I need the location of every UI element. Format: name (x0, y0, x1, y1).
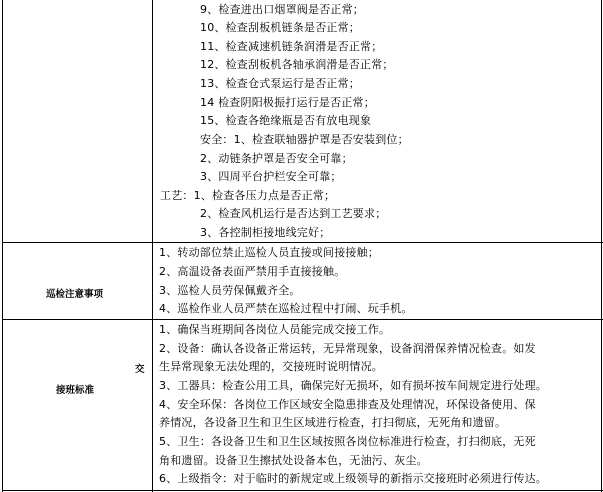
check-item: 15、检查各绝缘瓶是否有放电现象 (200, 114, 372, 127)
process-check-item: 2、检查风机运行是否达到工艺要求； (200, 207, 387, 220)
handover-item: 4、安全环保：各岗位工作区域安全隐患排查及处理情况，环保设备使用、保 (159, 398, 536, 411)
precaution-item: 2、高温设备表面严禁用手直接接触。 (159, 265, 346, 278)
process-check-item: 工艺：1、检查各压力点是否正常； (160, 189, 336, 202)
table-right-border (601, 0, 602, 492)
precaution-item: 3、巡检人员劳保佩戴齐全。 (159, 284, 301, 297)
handover-item: 5、卫生：各设备卫生和卫生区域按照各岗位标准进行检查，打扫彻底，无死 (159, 435, 536, 448)
row-label-patrol-precautions: 巡检注意事项 (46, 289, 104, 300)
row-divider-2 (2, 319, 603, 320)
row-label-handover-standards: 接班标准 (56, 385, 95, 396)
handover-item: 3、工器具：检查公用工具，确保完好无损坏，如有损坏按车间规定进行处理。 (159, 379, 547, 392)
handover-item: 角和遗留。设备卫生擦拭处设备本色，无油污、灰尘。 (159, 454, 428, 467)
process-check-item: 3、各控制柜接地线完好； (200, 226, 331, 239)
table-left-border (2, 0, 3, 492)
handover-item: 2、设备：确认各设备正常运转，无异常现象，设备润滑保养情况检查。如发 (159, 342, 536, 355)
handover-item: 养情况，各设备卫生和卫生区域进行检查，打扫彻底，无死角和遗留。 (159, 416, 507, 429)
check-item: 11、检查减速机链条润滑是否正常； (200, 40, 383, 53)
check-item: 13、检查仓式泵运行是否正常； (200, 77, 360, 90)
safety-check-item: 3、四周平台护栏安全可靠； (200, 170, 342, 183)
row-divider-1 (2, 242, 603, 243)
check-item: 12、检查刮板机各轴承润滑是否正常； (200, 58, 394, 71)
check-item: 14 检查阴阳极振打运行是否正常； (200, 96, 375, 109)
check-item: 9、检查进出口烟罩阀是否正常； (200, 3, 364, 16)
handover-item: 生异常现象无法处理的，交接班时说明情况。 (159, 360, 383, 373)
row-label-char: 交 (135, 364, 145, 375)
precaution-item: 4、巡检作业人员严禁在巡检过程中打闹、玩手机。 (159, 302, 413, 315)
precaution-item: 1、转动部位禁止巡检人员直接或间接接触； (159, 246, 379, 259)
safety-check-item: 2、动链条护罩是否安全可靠； (200, 152, 353, 165)
handover-item: 1、确保当班期间各岗位人员能完成交接工作。 (159, 323, 391, 336)
check-item: 10、检查刮板机链条是否正常； (200, 21, 360, 34)
safety-check-item: 安全：1、检查联轴器护罩是否安装到位； (200, 133, 409, 146)
table-bottom-border (2, 490, 603, 491)
column-divider (152, 0, 153, 492)
handover-item: 6、上级指令：对于临时的新规定或上级领导的新指示交接班时必须进行传达。 (159, 472, 547, 485)
